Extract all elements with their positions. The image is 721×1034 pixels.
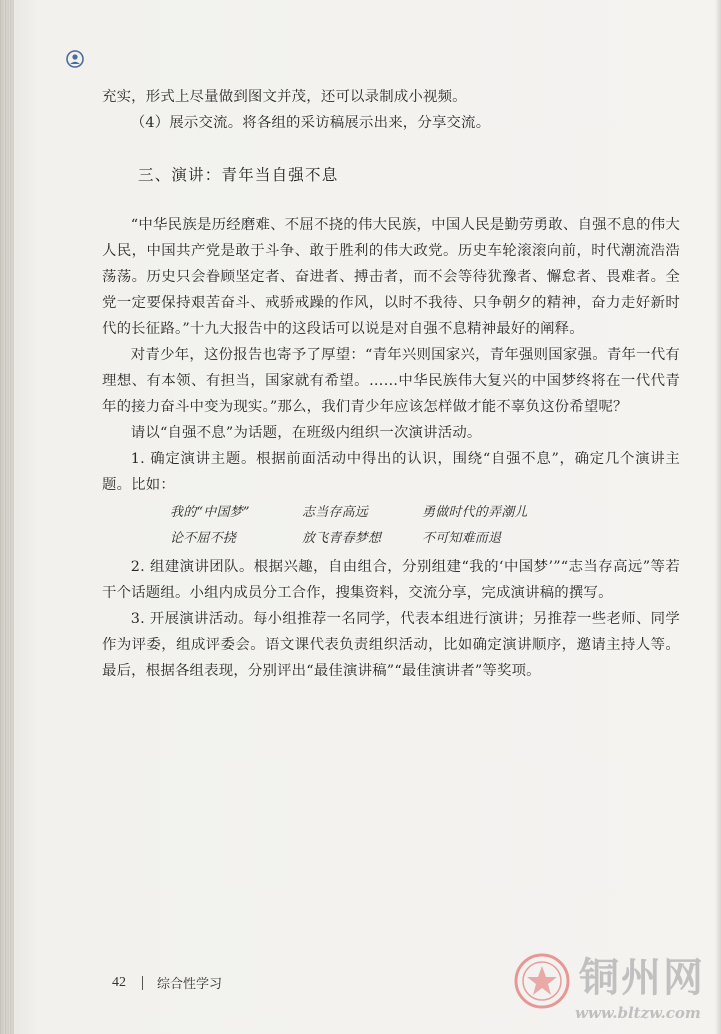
paragraph-step-2: 2. 组建演讲团队。根据兴趣，自由组合，分别组建“我的‘中国梦’”“志当存高远”等若干个话题组。小组内成员分工合作，搜集资料，交流分享，完成演讲稿的撰写。 [102,559,680,601]
topic-list [102,500,680,552]
paragraph-topic-instruction: 请以“自强不息”为话题，在班级内组织一次演讲活动。 [130,425,482,441]
page-edge [715,0,721,1034]
topic-item: 放飞青春梦想 [302,531,382,546]
watermark-url: www.bltzw.com [575,1004,701,1022]
watermark-brand: 铜州网 [579,954,705,1001]
page-footer [112,973,222,992]
footer-divider [142,976,143,990]
page-binding [0,0,14,1034]
section-heading: 三、演讲：青年当自强不息 [138,166,339,184]
paragraph-continuation: 充实，形式上尽量做到图文并茂，还可以录制成小视频。 [102,89,467,105]
topic-item: 志当存高远 [302,505,369,520]
watermark [513,946,713,1028]
paragraph-step-1: 1. 确定演讲主题。根据前面活动中得出的认识，围绕“自强不息”，确定几个演讲主题。比如： [102,451,680,493]
footer-section-title: 综合性学习 [157,977,223,992]
topic-item: 勇做时代的弄潮儿 [422,505,528,520]
paragraph-quote: “中华民族是历经磨难、不屈不挠的伟大民族，中国人民是勤劳勇敢、自强不息的伟大人民，中国共产党是敢于斗争、敢于胜利的伟大政党。历史车轮滚滚向前，时代潮流浩浩荡荡。历史只会眷顾坚定者、奋进者、搏击者，而不会等待犹豫者、懈怠者、畏难者。全党一定要保持艰苦奋斗、戒骄戒躁的作风，以时不我待、只争朝夕的精神，奋力走好新时代的长征路。”十九大报告中的这段话可以说是对自强不息精神最好的阐释。 [102,217,680,337]
topic-item: 论不屈不挠 [170,531,237,546]
paragraph-exchange: （4）展示交流。将各组的采访稿展示出来，分享交流。 [130,115,491,131]
page-content [102,84,680,684]
topic-item: 不可知难而退 [422,531,502,546]
topic-item: 我的“中国梦” [170,505,250,520]
paragraph-youth: 对青少年，这份报告也寄予了厚望：“青年兴则国家兴，青年强则国家强。青年一代有理想、有本领、有担当，国家就有希望。……中华民族伟大复兴的中国梦终将在一代代青年的接力奋斗中变为现实。”那么，我们青少年应该怎样做才能不辜负这份希望呢？ [102,347,680,415]
page-number: 42 [112,974,126,990]
seal-icon [513,952,571,1010]
paragraph-step-3: 3. 开展演讲活动。每小组推荐一名同学，代表本组进行演讲；另推荐一些老师、同学作为评委，组成评委会。语文课代表负责组织活动，比如确定演讲顺序，邀请主持人等。最后，根据各组表现，分别评出“最佳演讲稿”“最佳演讲者”等奖项。 [102,611,680,679]
person-circle-icon [66,50,84,68]
